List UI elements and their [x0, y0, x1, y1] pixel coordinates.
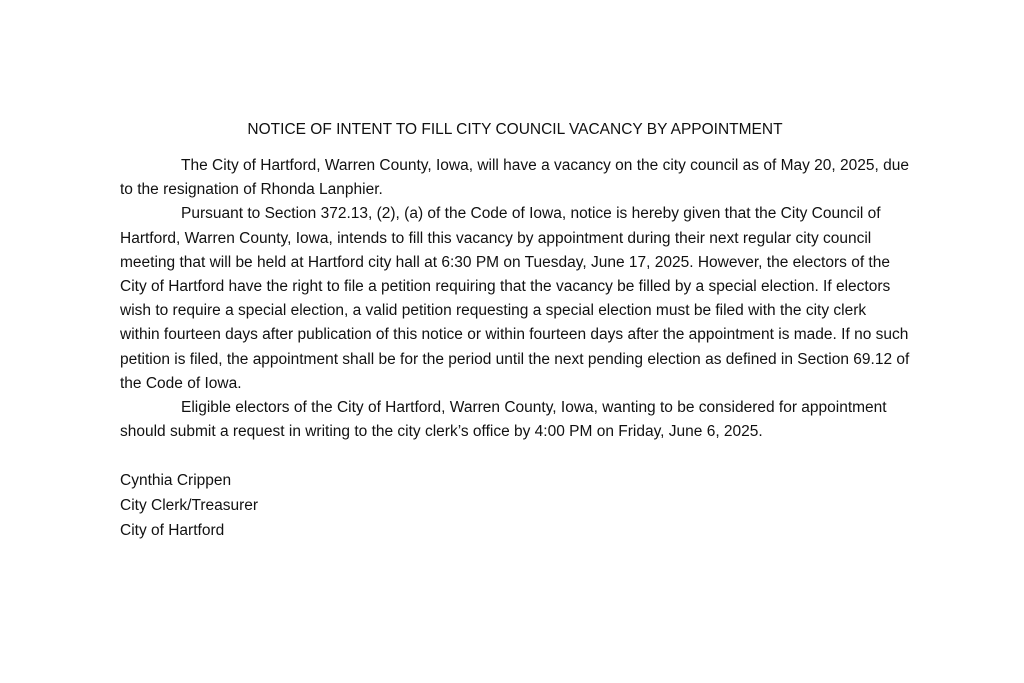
- paragraph-eligibility: Eligible electors of the City of Hartford, Warren County, Iowa, wanting to be considered for appointment should submit a request in writing to the city clerk’s office by 4:00 PM on Friday, June 6, 2025.: [120, 399, 887, 441]
- notice-document: [120, 118, 910, 543]
- paragraph-appointment-procedure: Pursuant to Section 372.13, (2), (a) of the Code of Iowa, notice is hereby given that the City Council of Hartford, Warren County, Iowa, intends to fill this vacancy by appointment during their next regular city council meeting that will be held at Hartford city hall at 6:30 PM on Tuesday, June 17, 2025. However, the electors of the City of Hartford have the right to file a petition requiring that the vacancy be filled by a special election. If electors wish to require a special election, a valid petition requesting a special election must be filed with the city clerk within fourteen days after publication of this notice or within fourteen days after the appointment is made. If no such petition is filed, the appointment shall be for the period until the next pending election as defined in Section 69.12 of the Code of Iowa.: [120, 205, 910, 392]
- signatory-organization: City of Hartford: [120, 522, 225, 540]
- signature-block: [120, 468, 910, 543]
- paragraph-vacancy: The City of Hartford, Warren County, Iowa, will have a vacancy on the city council as of May 20, 2025, due to the resignation of Rhonda Lanphier.: [120, 157, 909, 199]
- notice-title: NOTICE OF INTENT TO FILL CITY COUNCIL VACANCY BY APPOINTMENT: [247, 121, 783, 138]
- signatory-name: Cynthia Crippen: [120, 472, 232, 490]
- signatory-position: City Clerk/Treasurer: [120, 497, 259, 515]
